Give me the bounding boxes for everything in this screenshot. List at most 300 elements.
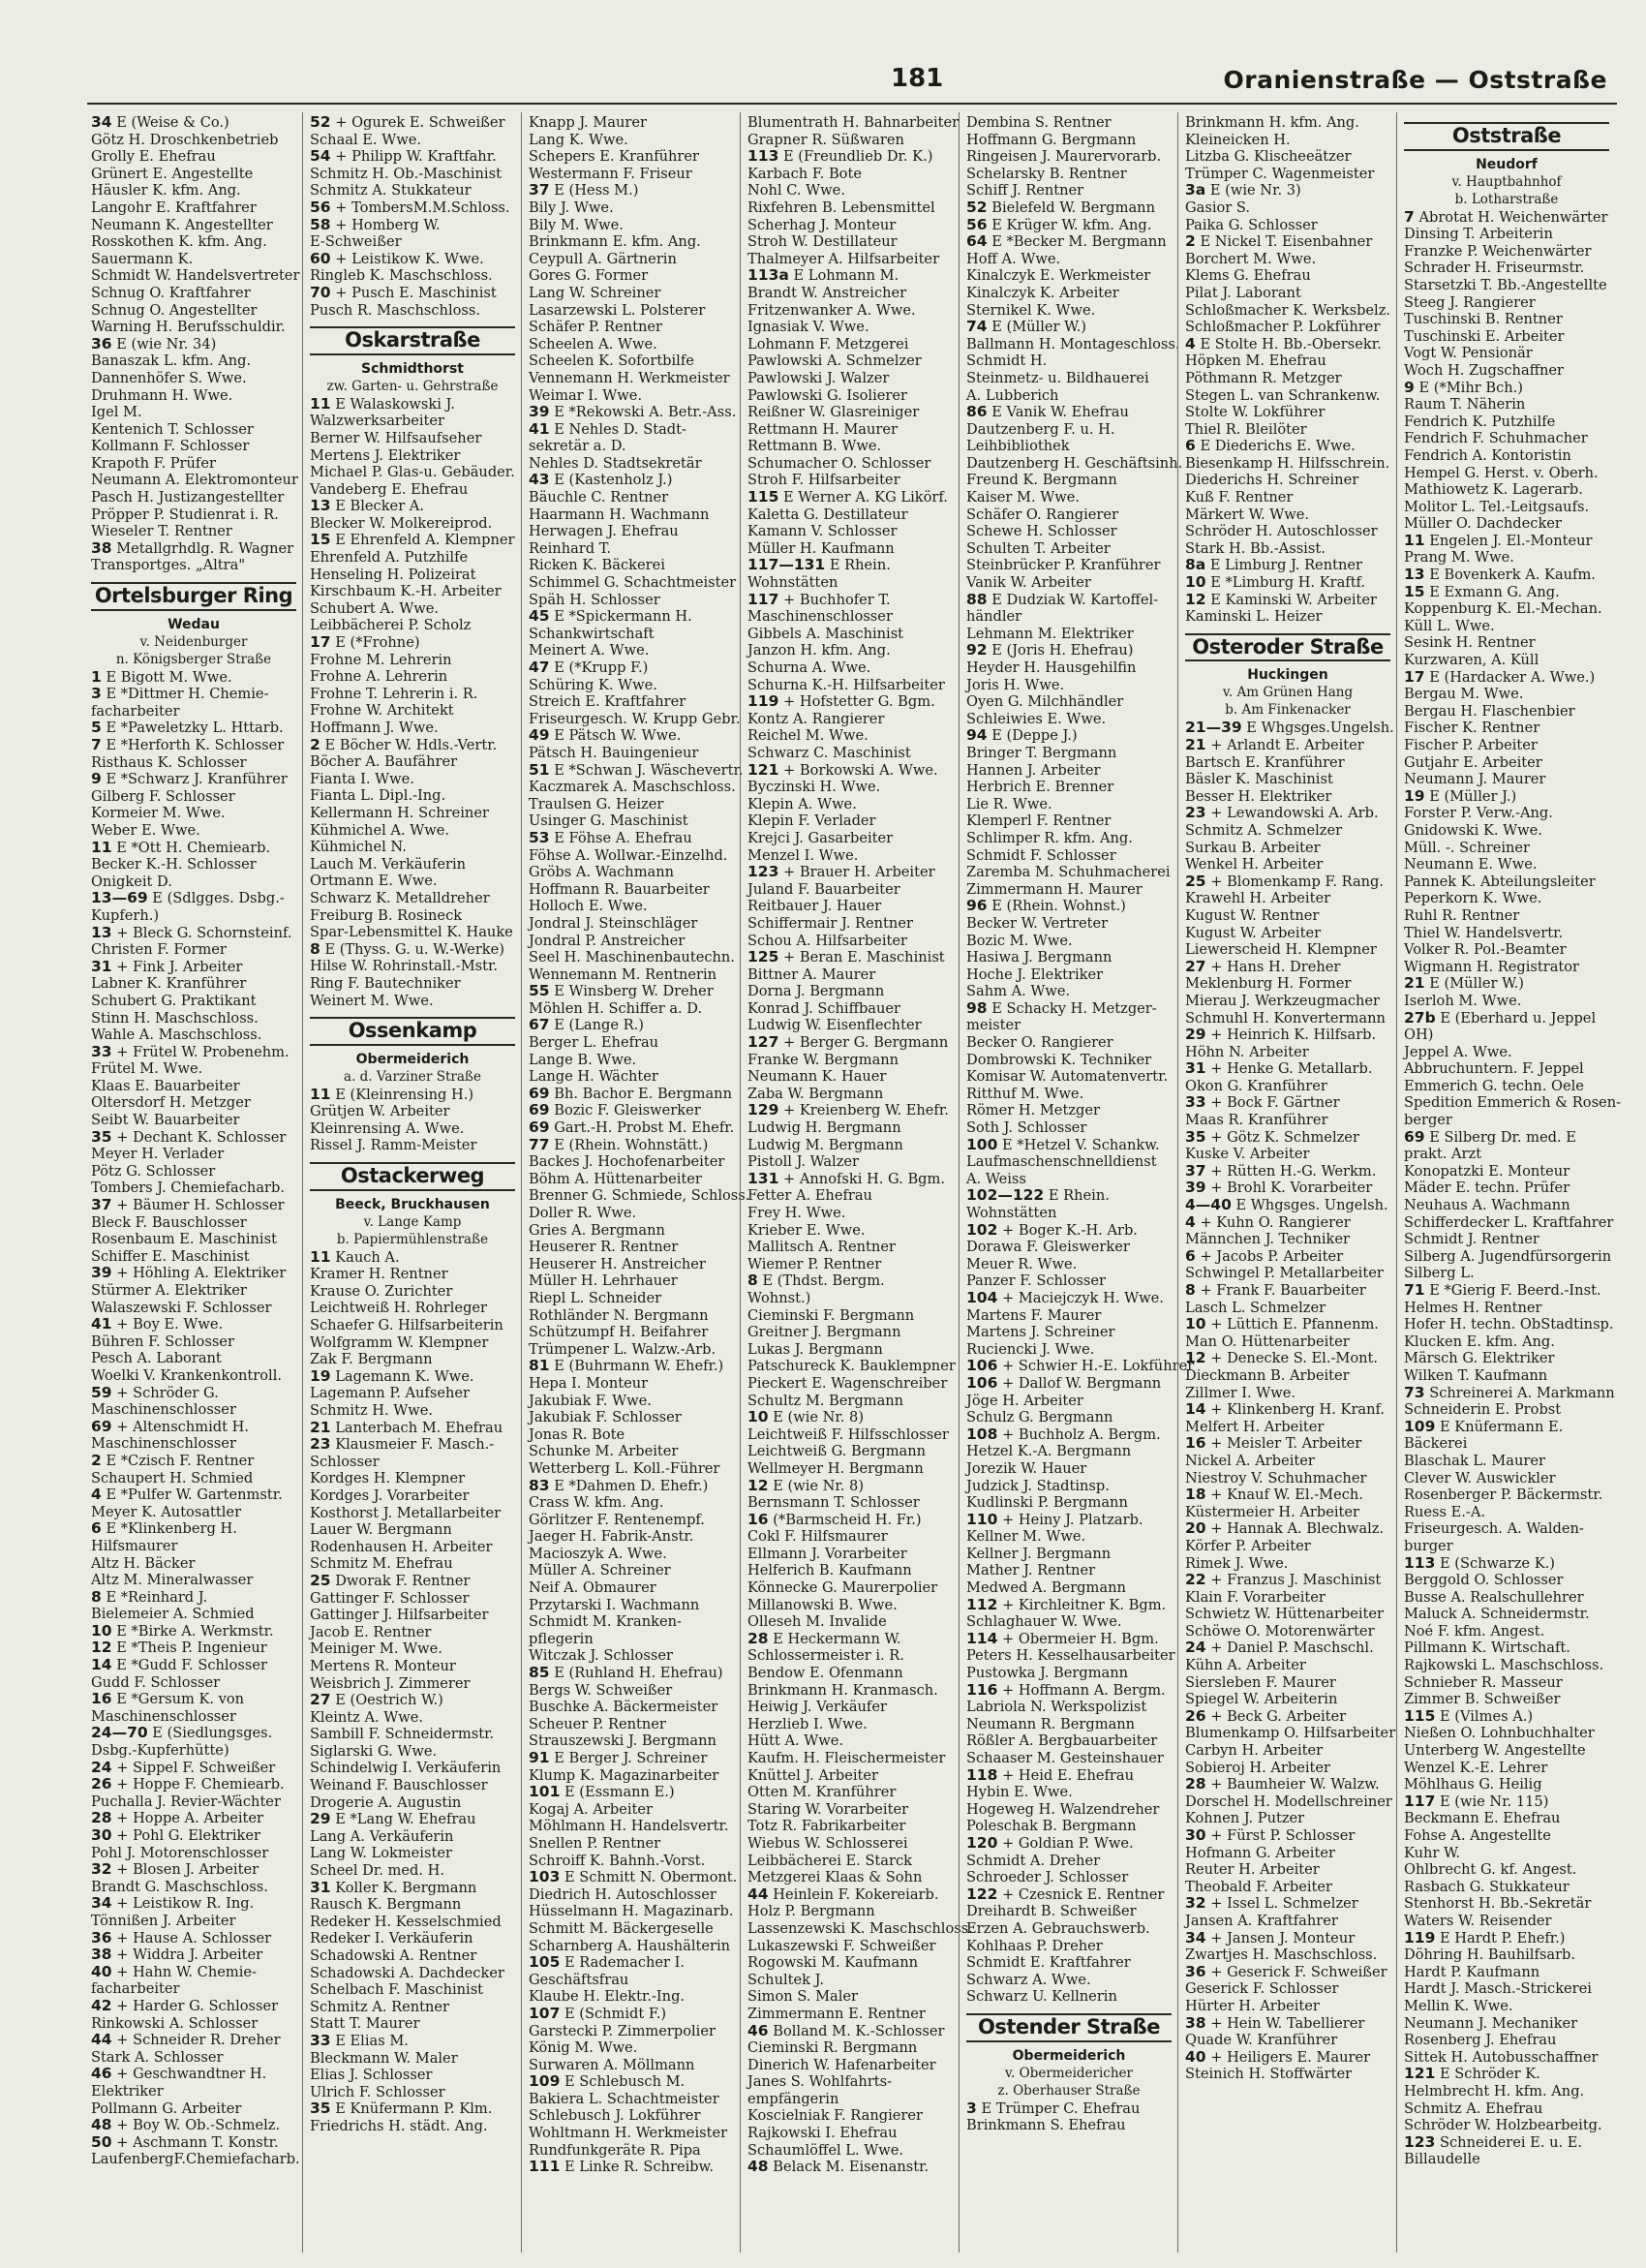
directory-entry	[310, 217, 515, 234]
directory-entry	[1404, 481, 1609, 499]
entry-text: + Franzus J. Maschinist	[1210, 1572, 1382, 1589]
directory-entry	[1185, 737, 1390, 754]
directory-entry	[529, 1272, 734, 1290]
entry-text: Schiffermair J. Rentner	[747, 914, 913, 932]
entry-text: berger	[1404, 1112, 1452, 1129]
entry-text: E (Deppe J.)	[991, 727, 1078, 745]
directory-entry	[966, 1119, 1172, 1137]
entry-text: E (Eberhard u. Jeppel	[1440, 1009, 1597, 1027]
directory-entry	[310, 1487, 515, 1505]
directory-entry	[966, 1205, 1172, 1222]
entry-text: Zaremba M. Schuhmacherei	[966, 864, 1171, 881]
entry-text: Trümper C. Wagenmeister	[1185, 165, 1375, 182]
directory-entry	[91, 114, 296, 132]
entry-text: Oltersdorf H. Metzger	[91, 1094, 251, 1112]
directory-entry	[1185, 1248, 1390, 1266]
directory-entry	[966, 267, 1172, 285]
entry-text: Hüsselmann H. Magazinarb.	[529, 1903, 734, 1920]
entry-text: Puchalla J. Revier-Wächter	[91, 1793, 281, 1810]
column-7	[1396, 112, 1622, 2253]
entry-text: E (Kleinrensing H.)	[335, 1086, 474, 1103]
house-number: 32	[91, 1860, 112, 1879]
entry-text: Rettmann B. Wwe.	[747, 438, 882, 455]
entry-text: Tuschinski B. Rentner	[1404, 311, 1563, 328]
house-number: 3a	[1185, 181, 1206, 199]
directory-entry	[966, 404, 1172, 421]
entry-text: E Berger J. Schreiner	[554, 1750, 708, 1766]
directory-entry	[747, 626, 953, 643]
entry-text: Leichtweiß G. Bergmann	[747, 1443, 927, 1460]
directory-entry	[310, 1351, 515, 1368]
directory-entry	[966, 132, 1172, 149]
directory-entry	[747, 727, 953, 745]
entry-text: Pawlowski J. Walzer	[747, 369, 890, 386]
entry-text: Holloch E. Wwe.	[529, 898, 648, 915]
directory-entry	[966, 1835, 1172, 1853]
house-number: 94	[966, 726, 988, 745]
house-number: 49	[529, 726, 550, 745]
entry-text: Klepin F. Verlader	[747, 812, 876, 830]
entry-text: Reißner W. Glasreiniger	[747, 404, 920, 421]
entry-text: Igel M.	[91, 404, 142, 421]
directory-entry	[1404, 533, 1609, 550]
directory-entry	[310, 413, 515, 430]
entry-text: Schaal E. Wwe.	[310, 131, 421, 148]
entry-text: Frohne A. Lehrerin	[310, 668, 448, 686]
entry-text: Grütjen W. Arbeiter	[310, 1103, 450, 1120]
directory-entry	[747, 523, 953, 540]
directory-entry	[529, 1647, 734, 1665]
house-number: 28	[91, 1809, 112, 1827]
entry-text: E Pätsch W. Wwe.	[554, 727, 682, 745]
entry-text: Henseling H. Polizeirat	[310, 566, 476, 583]
street-range: v. Am Grünen Hang	[1222, 685, 1354, 701]
directory-entry	[747, 1835, 953, 1853]
entry-text: E Winsberg W. Dreher	[554, 983, 714, 1000]
directory-entry	[529, 1137, 734, 1154]
directory-entry	[91, 489, 296, 506]
entry-text: Müller H. Lehrhauer	[529, 1272, 678, 1290]
directory-entry	[1185, 1742, 1390, 1760]
entry-text: Erzen A. Gebrauchswerb.	[966, 1919, 1150, 1937]
directory-entry	[1404, 277, 1609, 294]
entry-text: Silberg A. Jugendfürsorgerin	[1404, 1247, 1612, 1265]
entry-text: Weber E. Wwe.	[91, 821, 200, 839]
house-number: 101	[529, 1783, 561, 1801]
directory-entry	[91, 1282, 296, 1300]
entry-text: Schadowski A. Dachdecker	[310, 1964, 504, 1981]
entry-text: + Schwier H.-E. Lokführer	[1002, 1358, 1195, 1375]
directory-entry	[529, 2039, 734, 2057]
house-number: 37	[1185, 1161, 1206, 1180]
entry-text: Schwietz W. Hüttenarbeiter	[1185, 1606, 1384, 1623]
house-number: 26	[91, 1775, 112, 1793]
directory-entry	[747, 319, 953, 336]
entry-text: + Hahn W. Chemie-	[116, 1963, 257, 1980]
entry-text: E Whgsges. Ungelsh.	[1235, 1197, 1388, 1214]
entry-text: Heuserer H. Anstreicher	[529, 1255, 706, 1272]
entry-text: Kuske V. Arbeiter	[1185, 1146, 1310, 1163]
directory-entry	[91, 1725, 296, 1742]
house-number: 117—131	[747, 556, 826, 574]
entry-text: Berner W. Hilfsaufseher	[310, 429, 482, 446]
directory-entry	[1404, 1265, 1609, 1282]
entry-text: Medwed A. Bergmann	[966, 1579, 1126, 1597]
directory-entry	[529, 677, 734, 694]
directory-entry	[310, 199, 515, 217]
entry-text: + Brauer H. Arbeiter	[783, 864, 935, 881]
entry-text: Stroh W. Destillateur	[747, 233, 898, 251]
directory-entry	[1404, 720, 1609, 737]
directory-entry	[91, 1112, 296, 1129]
entry-text: E Nickel T. Eisenbahner	[1200, 233, 1373, 251]
entry-text: Westermann F. Friseur	[529, 165, 692, 182]
entry-text: Bendow E. Ofenmann	[747, 1665, 903, 1682]
house-number: 44	[91, 2031, 112, 2049]
directory-entry	[529, 2006, 734, 2023]
directory-entry	[1185, 1401, 1390, 1419]
directory-entry	[1404, 1708, 1609, 1726]
entry-text: Totz R. Fabrikarbeiter	[747, 1818, 906, 1835]
directory-entry	[1404, 447, 1609, 465]
directory-entry	[310, 1709, 515, 1727]
entry-text: Gattinger J. Hilfsarbeiter	[310, 1607, 489, 1624]
directory-entry	[1404, 1640, 1609, 1657]
house-number: 70	[310, 283, 331, 301]
entry-text: Fischer P. Arbeiter	[1404, 737, 1538, 753]
house-number: 23	[1185, 804, 1206, 822]
entry-text: Gries A. Bergmann	[529, 1221, 665, 1239]
entry-text: Rothländer N. Bergmann	[529, 1306, 709, 1324]
entry-text: Silberg L.	[1404, 1265, 1475, 1282]
house-number: 85	[529, 1664, 550, 1682]
house-number: 123	[747, 863, 779, 881]
entry-text: + Klinkenberg H. Kranf.	[1210, 1401, 1386, 1419]
directory-entry	[1404, 1913, 1609, 1930]
directory-entry	[1185, 199, 1390, 217]
street-range: b. Papiermühlenstraße	[336, 1231, 489, 1247]
directory-entry	[747, 233, 953, 251]
entry-text: Steeg J. Rangierer	[1404, 293, 1536, 311]
directory-entry	[966, 796, 1172, 813]
entry-text: E (wie Nr. 115)	[1440, 1793, 1549, 1810]
directory-entry	[747, 796, 953, 813]
entry-text: Nießen O. Lohnbuchhalter	[1404, 1725, 1595, 1742]
directory-entry	[747, 199, 953, 217]
directory-entry	[310, 1743, 515, 1761]
directory-entry	[529, 915, 734, 933]
directory-entry	[747, 2057, 953, 2074]
entry-text: Cokl F. Hilfsmaurer	[747, 1528, 888, 1546]
column-3	[521, 112, 750, 2253]
entry-text: Konrad J. Schiffbauer	[747, 999, 901, 1017]
directory-entry	[747, 1869, 953, 1886]
directory-entry	[966, 1086, 1172, 1103]
house-number: 54	[310, 147, 331, 166]
entry-text: E Föhse A. Ehefrau	[554, 829, 692, 846]
house-number: 4	[91, 1486, 102, 1504]
entry-text: Raum T. Näherin	[1404, 396, 1526, 414]
house-number: 69	[529, 1101, 550, 1119]
directory-entry	[529, 438, 734, 455]
entry-text: Dreihardt B. Schweißer	[966, 1903, 1137, 1920]
house-number: 125	[747, 948, 779, 966]
directory-entry	[1404, 1419, 1609, 1436]
directory-entry	[1185, 1470, 1390, 1487]
directory-entry	[1404, 1691, 1609, 1708]
entry-text: Patschureck K. Bauklempner	[747, 1358, 956, 1375]
house-number: 11	[91, 838, 112, 856]
directory-entry	[747, 1784, 953, 1801]
street-heading: Osteroder Straße	[1185, 633, 1390, 662]
entry-text: E (Hess M.)	[554, 182, 639, 199]
directory-entry	[1404, 1094, 1622, 1112]
directory-entry	[966, 540, 1172, 558]
directory-entry	[966, 166, 1172, 183]
directory-entry	[1185, 506, 1390, 524]
entry-text: Steinmetz- u. Bildhauerei	[966, 369, 1149, 386]
entry-text: Wohltmann H. Werkmeister	[529, 2125, 728, 2142]
directory-entry	[310, 1930, 515, 1947]
directory-entry	[1404, 975, 1609, 993]
entry-text: Millanowski B. Wwe.	[747, 1596, 898, 1613]
directory-entry	[529, 1562, 734, 1579]
house-number: 22	[1185, 1571, 1206, 1589]
entry-text: Nohl C. Wwe.	[747, 182, 845, 199]
directory-entry	[529, 2159, 734, 2176]
entry-text: Rinkowski A. Schlosser	[91, 2014, 259, 2032]
entry-text: E Stolte H. Bb.-Obersekr.	[1200, 335, 1382, 352]
entry-text: Schmidt A. Dreher	[966, 1852, 1101, 1869]
directory-entry	[1404, 890, 1609, 907]
entry-text: Klump K. Magazinarbeiter	[529, 1766, 719, 1784]
directory-entry	[966, 302, 1172, 320]
entry-text: Hofmann G. Arbeiter	[1185, 1844, 1335, 1861]
entry-text: E Bovenkerk A. Kaufm.	[1429, 567, 1596, 584]
directory-entry	[529, 1187, 750, 1205]
entry-text: Pawlowski A. Schmelzer	[747, 352, 922, 370]
entry-text: Przytarski I. Wachmann	[529, 1596, 700, 1613]
entry-text: E *Limburg H. Kraftf.	[1210, 574, 1366, 592]
directory-entry	[966, 1579, 1172, 1597]
directory-entry	[310, 1947, 515, 1965]
directory-entry	[747, 949, 953, 966]
directory-entry	[747, 1119, 953, 1137]
directory-entry	[529, 745, 734, 762]
entry-text: + Hoppe A. Arbeiter	[116, 1810, 264, 1827]
entry-text: E *Herforth K. Schlosser	[106, 737, 285, 753]
entry-text: facharbeiter	[91, 702, 180, 720]
directory-entry	[1185, 856, 1390, 873]
entry-text: Schmidt F. Schlosser	[966, 846, 1116, 864]
district-name: Huckingen	[1247, 667, 1328, 684]
entry-text: + Leistikow K. Wwe.	[335, 250, 484, 267]
entry-text: E Rhein.	[829, 557, 891, 574]
entry-text: Schlossermeister i. R.	[747, 1647, 904, 1665]
directory-entry	[529, 2091, 734, 2108]
house-number: 46	[747, 2021, 769, 2039]
directory-entry	[1185, 1980, 1390, 1998]
directory-entry	[91, 720, 296, 737]
entry-text: + Knauf W. El.-Mech.	[1210, 1486, 1363, 1504]
directory-entry	[91, 2100, 296, 2118]
entry-text: Konopatzki E. Monteur	[1404, 1162, 1570, 1180]
directory-entry	[91, 319, 296, 336]
entry-text: Schurna K.-H. Hilfsarbeiter	[747, 676, 945, 693]
directory-entry	[310, 941, 515, 959]
house-number: 11	[1404, 531, 1425, 549]
house-number: 127	[747, 1033, 779, 1052]
directory-entry	[91, 438, 296, 455]
directory-entry	[91, 1248, 296, 1266]
street-range: z. Oberhauser Straße	[997, 2082, 1141, 2099]
house-number: 34	[1185, 1928, 1206, 1946]
directory-entry	[1185, 1946, 1390, 1964]
directory-entry	[1404, 1930, 1609, 1947]
directory-entry	[529, 1307, 734, 1325]
entry-text: prakt. Arzt	[1404, 1146, 1482, 1163]
entry-text: + Obermeier H. Bgm.	[1002, 1630, 1159, 1647]
entry-text: Maluck A. Schneidermstr.	[1404, 1606, 1590, 1623]
entry-text: Blumenkamp O. Hilfsarbeiter	[1185, 1725, 1396, 1742]
entry-text: Greitner J. Bergmann	[747, 1324, 901, 1341]
entry-text: + Pusch E. Maschinist	[335, 284, 497, 301]
directory-entry	[1185, 1879, 1390, 1896]
entry-text: Gores G. Former	[529, 267, 649, 285]
entry-text: E *Dittmer H. Chemie-	[106, 686, 269, 703]
entry-text: meister	[966, 1017, 1021, 1034]
directory-entry	[91, 132, 296, 149]
entry-text: E *Spickermann H.	[554, 608, 692, 626]
district-name: Schmidthorst	[361, 360, 464, 377]
house-number: 38	[91, 538, 112, 557]
entry-text: Zillmer I. Wwe.	[1185, 1384, 1296, 1401]
entry-text: Schubert G. Praktikant	[91, 992, 257, 1009]
directory-entry	[966, 1409, 1172, 1426]
entry-text: + Heinrich K. Hilfsarb.	[1210, 1027, 1377, 1044]
directory-entry	[747, 1528, 953, 1546]
directory-entry	[1404, 414, 1609, 431]
directory-entry	[1404, 226, 1609, 243]
directory-entry	[1185, 1827, 1390, 1845]
directory-entry	[747, 1546, 953, 1563]
directory-entry	[747, 574, 953, 592]
directory-entry	[529, 1222, 734, 1240]
directory-entry	[310, 1828, 515, 1846]
directory-entry	[91, 1742, 296, 1760]
entry-text: Bittner A. Maurer	[747, 965, 876, 983]
directory-entry	[747, 387, 953, 405]
house-number: 110	[966, 1510, 998, 1528]
directory-entry	[747, 1052, 953, 1069]
entry-text: Meuer R. Wwe.	[966, 1255, 1078, 1272]
directory-entry	[1404, 1589, 1609, 1607]
directory-entry	[529, 760, 744, 780]
entry-text: E *Rekowski A. Betr.-Ass.	[554, 404, 737, 421]
entry-text: Klucken E. kfm. Ang.	[1404, 1333, 1555, 1350]
directory-entry	[310, 737, 515, 754]
entry-text: E (Sdlgges. Dsbg.-	[152, 890, 285, 907]
directory-entry	[747, 1972, 953, 1989]
entry-text: Redeker I. Verkäuferin	[310, 1930, 473, 1947]
directory-entry	[747, 1988, 953, 2006]
entry-text: Forster P. Verw.-Ang.	[1404, 805, 1553, 822]
directory-entry	[966, 1357, 1195, 1375]
house-number: 20	[1185, 1519, 1206, 1538]
entry-text: Neumann K. Angestellter	[91, 216, 273, 233]
entry-text: Seel H. Maschinenbautechn.	[529, 949, 735, 966]
directory-entry	[747, 1478, 953, 1495]
directory-entry	[747, 2159, 953, 2176]
street-range: b. Lotharstraße	[1454, 191, 1559, 207]
entry-text: Lanterbach M. Ehefrau	[335, 1419, 503, 1436]
entry-text: Rogowski M. Kaufmann	[747, 1954, 918, 1972]
directory-entry	[91, 1810, 296, 1827]
entry-text: Schmitz A. Rentner	[310, 1998, 449, 2015]
directory-entry	[1185, 1555, 1390, 1573]
directory-entry	[529, 847, 734, 865]
entry-text: Geschäftsfrau	[529, 1971, 629, 1988]
entry-text: Leichtweiß H. Rohrleger	[310, 1300, 488, 1317]
directory-entry	[1404, 1401, 1609, 1419]
entry-text: E (Rhein. Wohnst.)	[991, 898, 1126, 915]
entry-text: + Boy E. Wwe.	[116, 1316, 224, 1333]
entry-text: Scheelen A. Wwe.	[529, 335, 657, 352]
directory-entry	[91, 1265, 296, 1282]
entry-text: Elias J. Schlosser	[310, 2067, 433, 2084]
directory-entry	[529, 1750, 734, 1767]
directory-entry	[966, 489, 1172, 506]
directory-entry	[529, 1393, 734, 1410]
directory-entry	[1185, 2049, 1390, 2067]
entry-text: Molitor L. Tel.-Leitgsaufs.	[1404, 498, 1590, 515]
entry-text: Möhlen H. Schiffer a. D.	[529, 999, 703, 1017]
directory-entry	[1185, 959, 1390, 976]
entry-text: Häusler K. kfm. Ang.	[91, 182, 241, 199]
directory-entry	[310, 182, 515, 199]
entry-text: Becker K.-H. Schlosser	[91, 856, 257, 873]
house-number: 55	[529, 982, 550, 1000]
entry-text: Prang M. Wwe.	[1404, 549, 1514, 567]
entry-text: Ruess E.-A.	[1404, 1503, 1486, 1520]
entry-text: Schiffer E. Maschinist	[91, 1247, 250, 1265]
directory-entry	[310, 1862, 515, 1880]
entry-text: Pilat J. Laborant	[1185, 284, 1301, 301]
directory-entry	[529, 1716, 734, 1733]
directory-entry	[310, 890, 515, 907]
directory-entry	[529, 1868, 738, 1886]
directory-entry	[1185, 592, 1390, 609]
entry-text: Pesch A. Laborant	[91, 1350, 222, 1367]
directory-entry	[91, 1180, 296, 1197]
directory-entry	[310, 1760, 515, 1777]
entry-text: E Schmitt N. Obermont.	[564, 1869, 738, 1886]
directory-entry	[529, 1324, 734, 1341]
directory-entry	[1404, 515, 1609, 533]
directory-entry	[1185, 1282, 1390, 1300]
entry-text: Neumann J. Maurer	[1404, 771, 1546, 788]
entry-text: Zimmermann E. Rentner	[747, 2005, 926, 2022]
directory-entry	[1185, 975, 1390, 993]
directory-entry	[310, 924, 515, 941]
directory-entry	[91, 352, 296, 370]
entry-text: + Altenschmidt H.	[116, 1418, 249, 1435]
directory-entry	[529, 1631, 734, 1648]
directory-entry	[1404, 328, 1609, 346]
directory-entry	[966, 626, 1172, 643]
directory-entry	[1185, 822, 1390, 840]
house-number: 21	[310, 1418, 331, 1436]
